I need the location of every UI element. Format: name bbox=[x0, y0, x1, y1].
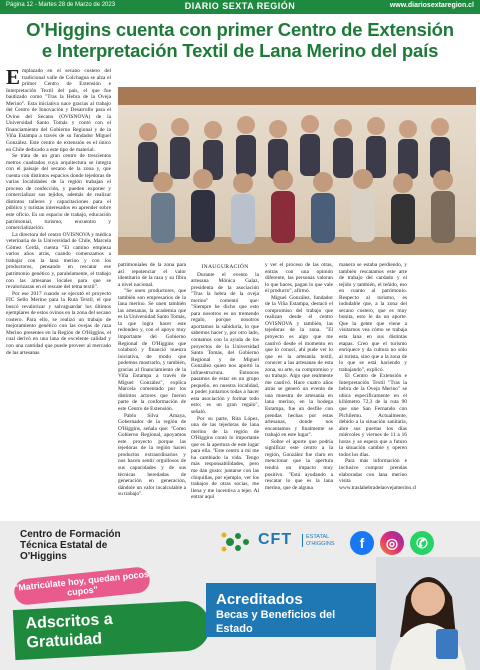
paragraph: La directora del centro OVISNOVA y médica veterinaria de la Universidad de Chile, Marcela Gómez Cerdá, cuenta "El camino empieza varios años atrás, cuando comenzamos a trabajar con la lana merino y con los productores, pensando en rescatar ese patrimonio genético y, paralelamente, el trabajo con las artesanas locales para que se revalorizaran en el rescate del tema textil". bbox=[6, 231, 111, 291]
paragraph: El Centro de Extensión e Interpretación Textil "Tras la hebra de la Oveja Merino" se ubica específicamente en el kilómetro 72,3 de la ruta 90 que une San Fernando con Pichilemu. Actualmente, debido a la situación sanitaria, abre sus puertas los días miércoles y viernes de 11 a 16 horas y se espera que a futuro la situación cambie y operen todos los días. bbox=[339, 373, 407, 458]
ad-title: Centro de Formación Técnica Estatal de O'Higgins bbox=[20, 529, 121, 562]
subheading: INAUGURACIÓN bbox=[201, 264, 249, 270]
paragraph: Durante el evento la artesana Mónica Galaz, presidenta de la asociación "Tras la hebra de la oveja merino" comentó que: "Siempre he dicho que esto para nosotros es un tremendo regalo, porque nosotros aportamos la sabiduría, lo que sabemos hacer y, por otro lado, contamos con la ayuda de los proyectos de la Universidad Santo Tomás, del Gobierno Regional y de Miguel González quien nos aportó la infraestructura. Entonces pasamos de estar en un grupo pequeño, en nuestra localidad, a poder juntarnos todas a hacer esta asociación y formar todo esto; es un gran regalo", señaló. bbox=[191, 271, 259, 416]
drop-cap: E bbox=[6, 65, 21, 89]
page-header bbox=[0, 0, 480, 14]
gratuidad-banner: Adscritos a Gratuidad bbox=[13, 600, 211, 660]
paragraph: y ver el proceso de las otras, entras con una opinión diferente, las personas valoran lo que haces, pagan lo que vale el producto", afirmó. bbox=[265, 262, 333, 295]
enroll-now-badge: "Matricúlate hoy, quedan pocos cupos" bbox=[13, 566, 151, 606]
paragraph: Por ese 2017 cuando se ejecutó el proyecto FIC Sello Merino para la Ruta Textil, el que buscó revalorizar y salvaguardar los últimos ejemplares de estos ovinos en la zona del secano costero. Para ello, se realizó un trabajo de mejoramiento genético con las ovejas de raza Merino presentes en la Región de O'Higgins, el cual derivó en una lana de excelente calidad y con una cantidad que puede proveer al mercado de las artesanas bbox=[6, 290, 111, 356]
facebook-icon[interactable]: f bbox=[350, 531, 374, 555]
paragraph: Pablo Silva Amaya, Gobernador de la región de O'Higgins, señala que: "Como Gobierno Regional, apoyamos este proyecto porque las tejedoras de la región hacen productos extraordinarios y nos hacen sentir orgullosos de sus capacidades y de sus técnicas heredadas de generación en generación, dándole un valor incalculable a su trabajo". bbox=[118, 412, 186, 498]
instagram-icon[interactable]: ◎ bbox=[380, 531, 404, 555]
article-column-1 bbox=[6, 65, 111, 518]
paragraph: manera se estaba perdiendo, y también rescatamos este arte de trabajo del cardado y el tejido y también, el teñido, eso en cuanto al patrimonio. Respecto al turismo, es indudable que, a la zona del secano costero, que es muy bonita, esto le da un aporte. Que la gente que viene a visitarnos vea cómo se trabaja esta lana en sus distintas etapas. Creo que el turismo enriquece y da cultura no sólo al turista, sino que a la zona de lo que se está haciendo y trabajando", explicó. bbox=[339, 262, 407, 373]
paragraph: Se trata de un gran centro de trescientos metros cuadrados cuya arquitectura se integra con el paisaje del secano de la zona y, que cuenta con distintos espacios donde tejedoras de varias localidades de la región trabajan el proceso de confección, y pueden exponer y comercializar sus tejidos, además de realizar distintos talleres y capacitaciones para el público y turistas interesados en aprender sobre este oficio. Es un espacio de trabajo, educación patrimonial, turismo, encuentro y comercialización. bbox=[6, 153, 111, 232]
headline-line-1: O'Higgins cuenta con primer Centro de Extensión bbox=[26, 19, 454, 40]
page-number-date: Página 12 - Martes 28 de Marzo de 2023 bbox=[6, 2, 116, 8]
headline-line-2: e Interpretación Textil de Lana Merino del país bbox=[41, 40, 439, 61]
cft-advertisement[interactable] bbox=[0, 521, 480, 670]
paragraph: Sobre el aporte que podría significar este centro a la región, González fue claro en mencionar que la apertura tendrá un impacto muy positivo. "Está ayudando a rescatar lo que es la lana merino, que de alguna bbox=[265, 438, 333, 491]
article-column-4 bbox=[265, 262, 333, 518]
paragraph: Miguel González, fundador de la Viña Estampa, destacó el compromiso del trabajo que realizan desde el centro OVISNOVA y también, las tejedoras de la zona. "El proyecto es algo que me cautivó desde el momento en que lo conocí, ahí pude ver lo que es la artesanía textil, conocer a las artesanas de esta zona, su arte, su compromiso y su trabajo. Algo que realmente me cautivó. Hace cuatro años atrás se generó un evento de una muestra de artesanía en lana merino, en la bodega Estampa, fue un desfile con prendas hechas por estas artesanas, donde nos encantamos y finalmente se trabajó en este lugar". bbox=[265, 294, 333, 439]
paragraph: "Se unen productores, que también son empresarios de la lana merino. Se unen también las artesanas, la academia que es la Universidad Santo Tomás, la que logra hacer este redondeo y, con el apoyo muy importante del Gobierno Regional de O'Higgins que colaboró y financió nuestra iniciativa, de modo que podemos mostrarlo, y también, gracias al financiamiento de la Viña Estampa a través de Miguel González", explica Marcela comentado por los distintos actores que fueron parte de la conformación de este Centro de Extensión. bbox=[118, 288, 186, 413]
cft-subtitle: ESTATAL O'HIGGINS bbox=[302, 534, 335, 547]
article-headline bbox=[6, 19, 474, 61]
site-url[interactable]: www.diariosextaregion.cl bbox=[389, 2, 474, 9]
paragraph: Emplazado en el secano costero del tradicional valle de Colchagua se alza el primer Centro de Extensión e Interpretación Textil del país, el que fue bautizado como "Tras la Hebra de la Oveja Merino". Esta iniciativa nace gracias al trabajo del Centro de Innovación y Desarrollo para el Ovino del Secano (OVISNOVA) de la Universidad Santo Tomás y contó con el financiamiento del Gobierno Regional y de la Viña Estampa a través de su fundador Miguel González. Este centro de extensión es el único en Chile dedicado a este tipo de material. bbox=[6, 65, 111, 153]
article-column-3 bbox=[191, 262, 259, 518]
group-photo bbox=[118, 87, 476, 255]
article-column-5 bbox=[339, 262, 417, 518]
cft-wordmark: CFT bbox=[258, 531, 293, 548]
paragraph: Para más información e inclusive comprar prendas elaboradas con lana merino visita www.traslahebradelaovejamerino.cl bbox=[339, 458, 417, 491]
paragraph: Por su parte, Rita López, una de las tejedoras de lana merino de la región de O'Higgins contó lo importante que es la apertura de este lugar para ella. "Este centro a mí me ha cambiado la vida. Tengo más responsabilidades, pero me dan gusto: juntarse con las chiquillas, por ejemplo, ver los trabajos de otras socias, me llena y me incentiva a tejer. Al entrar aquí bbox=[191, 415, 259, 501]
student-photo bbox=[376, 557, 480, 670]
paragraph: patrimoniales de la zona para así repotenciar el valor identitario de la raza y su fibra a nivel nacional. bbox=[118, 262, 186, 288]
whatsapp-icon[interactable]: ✆ bbox=[410, 531, 434, 555]
accredited-banner: Acreditados Becas y Beneficios del Estado bbox=[206, 583, 378, 637]
group-photo-image bbox=[118, 87, 476, 255]
article-column-2 bbox=[118, 262, 186, 518]
section-title: DIARIO SEXTA REGIÓN bbox=[184, 1, 296, 11]
